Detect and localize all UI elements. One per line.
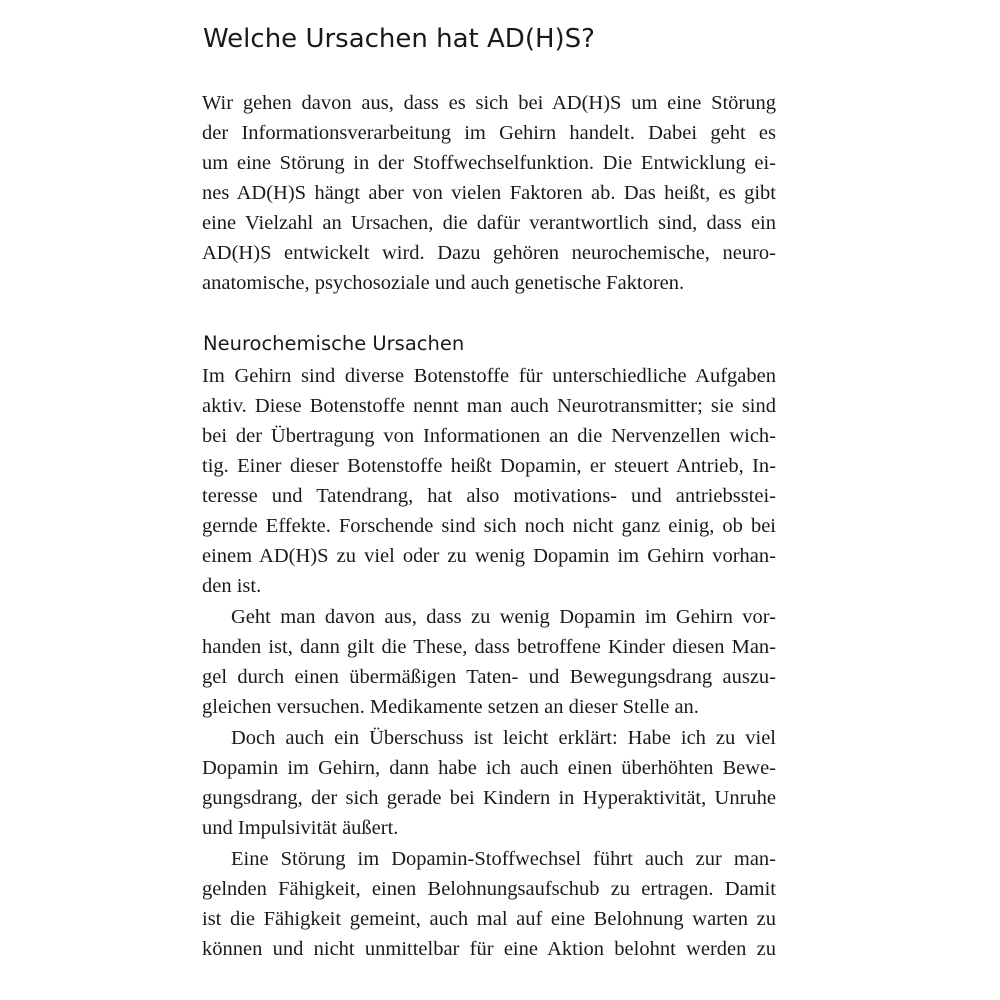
text-line: und Impulsivität äußert. bbox=[202, 817, 399, 839]
text-line: ist die Fähigkeit gemeint, auch mal auf eine Belohnung warten zu bbox=[202, 908, 776, 930]
text-line: den ist. bbox=[202, 575, 262, 597]
subheading: Neurochemische Ursachen bbox=[203, 332, 465, 355]
text-line: tig. Einer dieser Botenstoffe heißt Dopamin, er steuert Antrieb, In- bbox=[202, 455, 776, 477]
text-line: können und nicht unmittelbar für eine Aktion belohnt werden zu bbox=[202, 938, 776, 960]
text-line: Geht man davon aus, dass zu wenig Dopamin im Gehirn vor- bbox=[231, 606, 776, 628]
text-line: AD(H)S entwickelt wird. Dazu gehören neurochemische, neuro- bbox=[202, 242, 776, 264]
text-line: gungsdrang, der sich gerade bei Kindern in Hyperaktivität, Unruhe bbox=[202, 787, 776, 809]
text-line: gel durch einen übermäßigen Taten- und Bewegungsdrang auszu- bbox=[202, 666, 776, 688]
text-line: anatomische, psychosoziale und auch genetische Faktoren. bbox=[202, 272, 685, 294]
text-line: Doch auch ein Überschuss ist leicht erklärt: Habe ich zu viel bbox=[231, 727, 776, 749]
text-line: eine Vielzahl an Ursachen, die dafür verantwortlich sind, dass ein bbox=[202, 212, 776, 234]
text-line: nes AD(H)S hängt aber von vielen Faktoren ab. Das heißt, es gibt bbox=[202, 182, 776, 204]
text-line: Wir gehen davon aus, dass es sich bei AD(H)S um eine Störung bbox=[202, 92, 776, 114]
text-line: teresse und Tatendrang, hat also motivations- und antriebsstei- bbox=[202, 485, 776, 507]
text-line: gelnden Fähigkeit, einen Belohnungsaufschub zu ertragen. Damit bbox=[202, 878, 776, 900]
text-line: einem AD(H)S zu viel oder zu wenig Dopamin im Gehirn vorhan- bbox=[202, 545, 776, 567]
text-line: gleichen versuchen. Medikamente setzen an dieser Stelle an. bbox=[202, 696, 699, 718]
text-line: Eine Störung im Dopamin-Stoffwechsel führt auch zur man- bbox=[231, 848, 776, 870]
text-line: Im Gehirn sind diverse Botenstoffe für unterschiedliche Aufgaben bbox=[202, 365, 776, 387]
text-line: um eine Störung in der Stoffwechselfunktion. Die Entwicklung ei- bbox=[202, 152, 776, 174]
text-line: der Informationsverarbeitung im Gehirn handelt. Dabei geht es bbox=[202, 122, 776, 144]
text-line: gernde Effekte. Forschende sind sich noch nicht ganz einig, ob bei bbox=[202, 515, 776, 537]
text-line: handen ist, dann gilt die These, dass betroffene Kinder diesen Man- bbox=[202, 636, 776, 658]
text-line: aktiv. Diese Botenstoffe nennt man auch Neurotransmitter; sie sind bbox=[202, 395, 776, 417]
text-line: Dopamin im Gehirn, dann habe ich auch einen überhöhten Bewe- bbox=[202, 757, 776, 779]
text-line: bei der Übertragung von Informationen an die Nervenzellen wich- bbox=[202, 425, 776, 447]
section-heading: Welche Ursachen hat AD(H)S? bbox=[203, 24, 595, 54]
